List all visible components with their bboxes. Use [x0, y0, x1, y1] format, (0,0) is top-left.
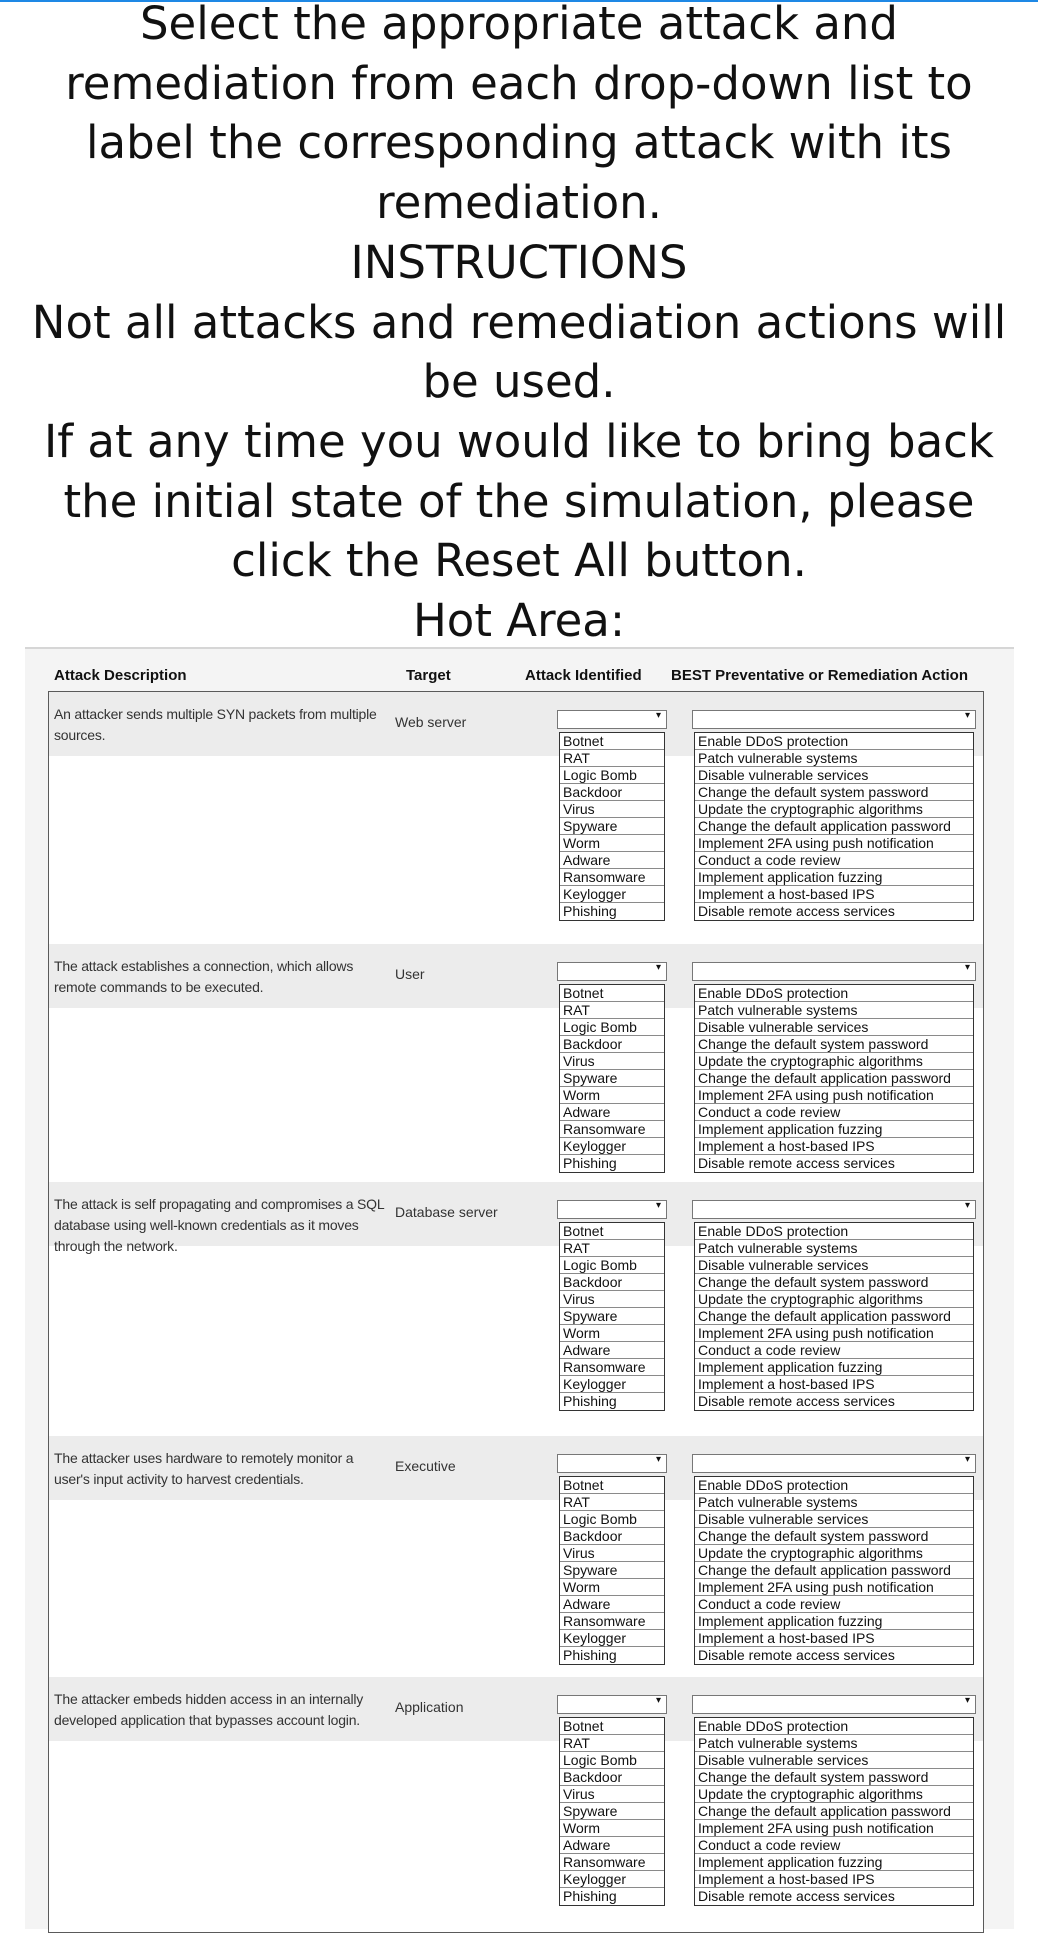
- attack-option[interactable]: Logic Bomb: [560, 1257, 664, 1274]
- remediation-option[interactable]: Update the cryptographic algorithms: [695, 1291, 973, 1308]
- attack-option[interactable]: Spyware: [560, 818, 664, 835]
- attack-option[interactable]: RAT: [560, 750, 664, 767]
- attack-options-list: [559, 1717, 665, 1906]
- attack-target: User: [395, 966, 425, 982]
- remediation-option[interactable]: Change the default system password: [695, 1528, 973, 1545]
- attack-option[interactable]: Ransomware: [560, 1121, 664, 1138]
- attack-option[interactable]: RAT: [560, 1002, 664, 1019]
- attack-option[interactable]: Phishing: [563, 1647, 617, 1663]
- remediation-option[interactable]: Disable remote access services: [698, 1647, 895, 1663]
- attack-options-list: [559, 1476, 665, 1665]
- remediation-option[interactable]: Change the default application password: [695, 1070, 973, 1087]
- attack-option[interactable]: Backdoor: [560, 1036, 664, 1053]
- remediation-option[interactable]: Disable vulnerable services: [695, 1511, 973, 1528]
- dropdown-arrow-icon[interactable]: ▾: [964, 710, 970, 721]
- attack-option[interactable]: Virus: [560, 1786, 664, 1803]
- attack-option[interactable]: Logic Bomb: [560, 1511, 664, 1528]
- question-line: Select the appropriate attack and: [139, 0, 898, 50]
- remediation-option[interactable]: Change the default system password: [695, 784, 973, 801]
- question-line: be used.: [422, 355, 616, 409]
- remediation-option[interactable]: Change the default system password: [695, 1769, 973, 1786]
- remediation-option[interactable]: Implement a host-based IPS: [695, 886, 973, 903]
- attack-option[interactable]: Botnet: [560, 1477, 664, 1494]
- dropdown-arrow-icon[interactable]: ▾: [655, 1454, 661, 1465]
- attack-option[interactable]: Spyware: [560, 1308, 664, 1325]
- attack-option[interactable]: Backdoor: [560, 1528, 664, 1545]
- remediation-option[interactable]: Update the cryptographic algorithms: [695, 801, 973, 818]
- remediation-option[interactable]: Disable vulnerable services: [695, 767, 973, 784]
- table-row: [49, 692, 983, 945]
- question-line: remediation.: [376, 176, 662, 230]
- remediation-option[interactable]: Change the default application password: [695, 1803, 973, 1820]
- question-line: click the Reset All button.: [231, 534, 807, 588]
- attack-option[interactable]: Botnet: [560, 1718, 664, 1735]
- attack-option[interactable]: Virus: [560, 1545, 664, 1562]
- attack-option[interactable]: Adware: [560, 1837, 664, 1854]
- attack-option[interactable]: Worm: [560, 835, 664, 852]
- attack-option[interactable]: Worm: [560, 1820, 664, 1837]
- remediation-option[interactable]: Patch vulnerable systems: [695, 1240, 973, 1257]
- attack-option[interactable]: Keylogger: [560, 886, 664, 903]
- attack-target: Database server: [395, 1204, 498, 1220]
- attack-option[interactable]: Adware: [560, 852, 664, 869]
- attack-option[interactable]: Adware: [560, 1596, 664, 1613]
- header-remediation-action: BEST Preventative or Remediation Action: [671, 667, 969, 684]
- remediation-option[interactable]: Disable remote access services: [698, 1888, 895, 1904]
- instructions-heading: INSTRUCTIONS: [350, 235, 688, 289]
- remediation-option[interactable]: Conduct a code review: [695, 1837, 973, 1854]
- remediation-option[interactable]: Change the default application password: [695, 1308, 973, 1325]
- attack-option[interactable]: Logic Bomb: [560, 767, 664, 784]
- remediation-option[interactable]: Implement 2FA using push notification: [695, 1820, 973, 1837]
- remediation-option[interactable]: Enable DDoS protection: [695, 1477, 973, 1494]
- dropdown-arrow-icon[interactable]: ▾: [964, 1454, 970, 1465]
- remediation-option[interactable]: Implement application fuzzing: [695, 1359, 973, 1376]
- remediation-option[interactable]: Change the default system password: [695, 1274, 973, 1291]
- remediation-option[interactable]: Conduct a code review: [695, 1104, 973, 1121]
- remediation-option[interactable]: Enable DDoS protection: [695, 1718, 973, 1735]
- remediation-option[interactable]: Disable vulnerable services: [695, 1752, 973, 1769]
- remediation-option[interactable]: Disable remote access services: [698, 903, 895, 919]
- remediation-option[interactable]: Implement application fuzzing: [695, 1613, 973, 1630]
- remediation-options-list: [694, 984, 974, 1173]
- attack-option[interactable]: Keylogger: [560, 1630, 664, 1647]
- remediation-option[interactable]: Patch vulnerable systems: [695, 1735, 973, 1752]
- remediation-option[interactable]: Disable remote access services: [698, 1393, 895, 1409]
- attack-description: The attack is self propagating and compromises a SQL database using well-known credentials as it moves through the network.: [54, 1196, 384, 1254]
- remediation-action-dropdown[interactable]: [692, 1695, 976, 1714]
- attack-option[interactable]: Keylogger: [560, 1138, 664, 1155]
- question-line: label the corresponding attack with its: [86, 116, 952, 170]
- attack-option[interactable]: Botnet: [560, 985, 664, 1002]
- remediation-option[interactable]: Implement 2FA using push notification: [695, 1325, 973, 1342]
- remediation-action-dropdown[interactable]: [692, 1200, 976, 1219]
- question-text: [0, 0, 1038, 651]
- attack-option[interactable]: Phishing: [563, 903, 617, 919]
- attack-options-list: [559, 732, 665, 921]
- question-line: Not all attacks and remediation actions will: [31, 295, 1007, 349]
- attack-option[interactable]: Botnet: [560, 733, 664, 750]
- attack-option[interactable]: Logic Bomb: [560, 1752, 664, 1769]
- attack-description: The attacker uses hardware to remotely monitor a user's input activity to harvest credentials.: [54, 1450, 354, 1487]
- remediation-options-list: [694, 1222, 974, 1411]
- remediation-option[interactable]: Conduct a code review: [695, 1596, 973, 1613]
- attack-option[interactable]: Botnet: [560, 1223, 664, 1240]
- table-row: [49, 1182, 983, 1437]
- remediation-option[interactable]: Implement application fuzzing: [695, 869, 973, 886]
- attack-options-list: [559, 984, 665, 1173]
- remediation-options-list: [694, 732, 974, 921]
- attack-option[interactable]: Phishing: [563, 1393, 617, 1409]
- attack-option[interactable]: RAT: [560, 1494, 664, 1511]
- attack-identified-dropdown[interactable]: [557, 1454, 667, 1473]
- remediation-option[interactable]: Conduct a code review: [695, 1342, 973, 1359]
- attack-option[interactable]: RAT: [560, 1735, 664, 1752]
- attack-option[interactable]: Spyware: [560, 1803, 664, 1820]
- remediation-option[interactable]: Implement a host-based IPS: [695, 1138, 973, 1155]
- remediation-option[interactable]: Update the cryptographic algorithms: [695, 1786, 973, 1803]
- attack-target: Executive: [395, 1458, 456, 1474]
- remediation-option[interactable]: Enable DDoS protection: [695, 733, 973, 750]
- attack-option[interactable]: Keylogger: [560, 1871, 664, 1888]
- attack-identified-dropdown[interactable]: [557, 710, 667, 729]
- remediation-options-list: [694, 1476, 974, 1665]
- hot-area-panel: [25, 647, 1014, 1929]
- dropdown-arrow-icon[interactable]: ▾: [655, 710, 661, 721]
- header-attack-description: Attack Description: [54, 667, 187, 684]
- remediation-option[interactable]: Disable vulnerable services: [695, 1257, 973, 1274]
- remediation-option[interactable]: Implement application fuzzing: [695, 1121, 973, 1138]
- question-line: the initial state of the simulation, please: [63, 474, 975, 528]
- attack-description: The attack establishes a connection, which allows remote commands to be executed.: [54, 958, 354, 995]
- table-row: [49, 1436, 983, 1678]
- remediation-action-dropdown[interactable]: [692, 962, 976, 981]
- attack-option[interactable]: Ransomware: [560, 1854, 664, 1871]
- remediation-option[interactable]: Conduct a code review: [695, 852, 973, 869]
- remediation-option[interactable]: Enable DDoS protection: [695, 1223, 973, 1240]
- remediation-option[interactable]: Implement application fuzzing: [695, 1854, 973, 1871]
- attack-option[interactable]: Keylogger: [560, 1376, 664, 1393]
- remediation-option[interactable]: Implement a host-based IPS: [695, 1630, 973, 1647]
- remediation-option[interactable]: Change the default system password: [695, 1036, 973, 1053]
- attack-options-list: [559, 1222, 665, 1411]
- attack-description: The attacker embeds hidden access in an internally developed application that bypasses account login.: [54, 1691, 364, 1728]
- attack-option[interactable]: Virus: [560, 1053, 664, 1070]
- attack-option[interactable]: Backdoor: [560, 1769, 664, 1786]
- attack-option[interactable]: Worm: [560, 1579, 664, 1596]
- attack-identified-dropdown[interactable]: [557, 1695, 667, 1714]
- remediation-option[interactable]: Change the default application password: [695, 818, 973, 835]
- header-target: Target: [406, 667, 451, 684]
- remediation-option[interactable]: Patch vulnerable systems: [695, 1494, 973, 1511]
- remediation-option[interactable]: Patch vulnerable systems: [695, 1002, 973, 1019]
- attack-option[interactable]: Ransomware: [560, 869, 664, 886]
- attack-option[interactable]: Phishing: [563, 1888, 617, 1904]
- remediation-option[interactable]: Implement a host-based IPS: [695, 1871, 973, 1888]
- question-line: If at any time you would like to bring back: [44, 414, 994, 468]
- remediation-action-dropdown[interactable]: [692, 1454, 976, 1473]
- attack-identified-dropdown[interactable]: [557, 1200, 667, 1219]
- attack-option[interactable]: Phishing: [563, 1155, 617, 1171]
- table-row: [49, 1677, 983, 1932]
- dropdown-arrow-icon[interactable]: ▾: [655, 962, 661, 973]
- remediation-option[interactable]: Disable vulnerable services: [695, 1019, 973, 1036]
- remediation-option[interactable]: Patch vulnerable systems: [695, 750, 973, 767]
- question-line: remediation from each drop-down list to: [65, 56, 973, 110]
- attack-option[interactable]: Spyware: [560, 1562, 664, 1579]
- dropdown-arrow-icon[interactable]: ▾: [964, 1200, 970, 1211]
- hot-area-label: Hot Area:: [412, 594, 626, 648]
- attack-option[interactable]: Logic Bomb: [560, 1019, 664, 1036]
- attack-option[interactable]: Worm: [560, 1087, 664, 1104]
- remediation-option[interactable]: Update the cryptographic algorithms: [695, 1053, 973, 1070]
- attack-option[interactable]: Ransomware: [560, 1359, 664, 1376]
- remediation-option[interactable]: Change the default application password: [695, 1562, 973, 1579]
- attack-option[interactable]: Ransomware: [560, 1613, 664, 1630]
- dropdown-arrow-icon[interactable]: ▾: [964, 962, 970, 973]
- remediation-option[interactable]: Enable DDoS protection: [695, 985, 973, 1002]
- attack-option[interactable]: Backdoor: [560, 1274, 664, 1291]
- remediation-option[interactable]: Implement 2FA using push notification: [695, 835, 973, 852]
- remediation-option[interactable]: Implement a host-based IPS: [695, 1376, 973, 1393]
- table-row: [49, 944, 983, 1183]
- attack-option[interactable]: Worm: [560, 1325, 664, 1342]
- dropdown-arrow-icon[interactable]: ▾: [964, 1695, 970, 1706]
- remediation-option[interactable]: Implement 2FA using push notification: [695, 1087, 973, 1104]
- remediation-action-dropdown[interactable]: [692, 710, 976, 729]
- remediation-options-list: [694, 1717, 974, 1906]
- attack-option[interactable]: Virus: [560, 801, 664, 818]
- header-attack-identified: Attack Identified: [525, 667, 642, 684]
- remediation-option[interactable]: Update the cryptographic algorithms: [695, 1545, 973, 1562]
- attack-identified-dropdown[interactable]: [557, 962, 667, 981]
- remediation-option[interactable]: Disable remote access services: [698, 1155, 895, 1171]
- attack-description: An attacker sends multiple SYN packets from multiple sources.: [54, 706, 377, 743]
- attack-option[interactable]: Virus: [560, 1291, 664, 1308]
- dropdown-arrow-icon[interactable]: ▾: [655, 1695, 661, 1706]
- dropdown-arrow-icon[interactable]: ▾: [655, 1200, 661, 1211]
- attack-target: Application: [395, 1699, 464, 1715]
- attack-option[interactable]: RAT: [560, 1240, 664, 1257]
- attack-target: Web server: [395, 714, 467, 730]
- attack-option[interactable]: Backdoor: [560, 784, 664, 801]
- attack-table: [48, 691, 984, 1933]
- remediation-option[interactable]: Implement 2FA using push notification: [695, 1579, 973, 1596]
- attack-option[interactable]: Spyware: [560, 1070, 664, 1087]
- attack-option[interactable]: Adware: [560, 1342, 664, 1359]
- attack-option[interactable]: Adware: [560, 1104, 664, 1121]
